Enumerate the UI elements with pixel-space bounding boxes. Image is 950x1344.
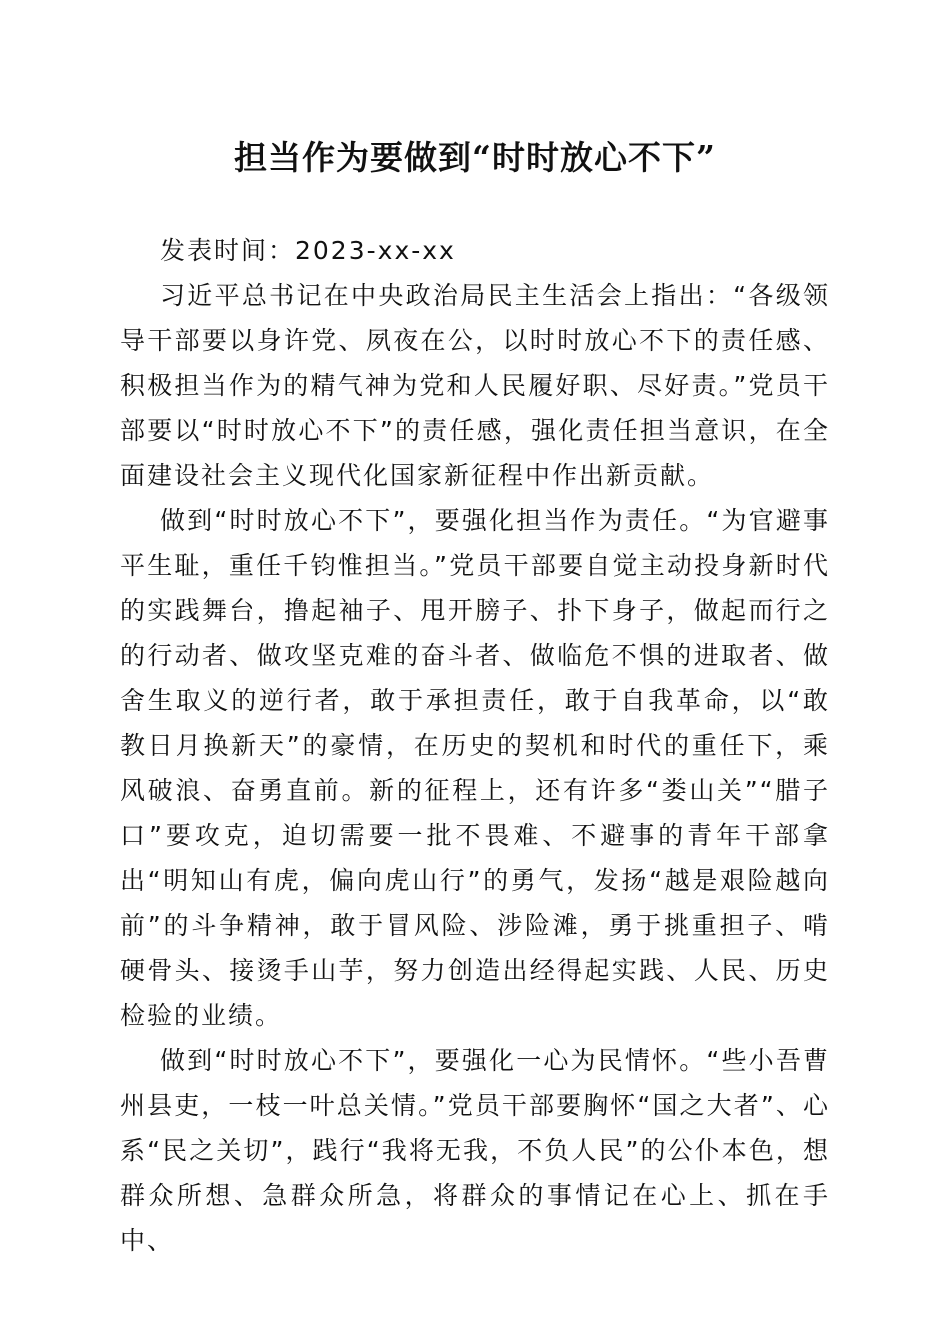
- page-title: 担当作为要做到“时时放心不下”: [234, 138, 716, 177]
- article-body: [120, 228, 830, 1263]
- paragraph-1: 习近平总书记在中央政治局民主生活会上指出：“各级领导干部要以身许党、夙夜在公，以时时放心不下的责任感、积极担当作为的精气神为党和人民履好职、尽好责。”党员干部要以“时时放心不下”的责任感，强化责任担当意识，在全面建设社会主义现代化国家新征程中作出新贡献。: [120, 281, 830, 490]
- publish-date-line: 发表时间：2023-xx-xx: [160, 236, 456, 265]
- paragraph-3: 做到“时时放心不下”，要强化一心为民情怀。“些小吾曹州县吏，一枝一叶总关情。”党员干部要胸怀“国之大者”、心系“民之关切”，践行“我将无我，不负人民”的公仆本色，想群众所想、急群众所急，将群众的事情记在心上、抓在手中、: [120, 1046, 830, 1255]
- paragraph-2: 做到“时时放心不下”，要强化担当作为责任。“为官避事平生耻，重任千钧惟担当。”党员干部要自觉主动投身新时代的实践舞台，撸起袖子、甩开膀子、扑下身子，做起而行之的行动者、做攻坚克难的奋斗者、做临危不惧的进取者、做舍生取义的逆行者，敢于承担责任，敢于自我革命，以“敢教日月换新天”的豪情，在历史的契机和时代的重任下，乘风破浪、奋勇直前。新的征程上，还有许多“娄山关”“腊子口”要攻克，迫切需要一批不畏难、不避事的青年干部拿出“明知山有虎，偏向虎山行”的勇气，发扬“越是艰险越向前”的斗争精神，敢于冒风险、涉险滩，勇于挑重担子、啃硬骨头、接烫手山芋，努力创造出经得起实践、人民、历史检验的业绩。: [120, 506, 830, 1030]
